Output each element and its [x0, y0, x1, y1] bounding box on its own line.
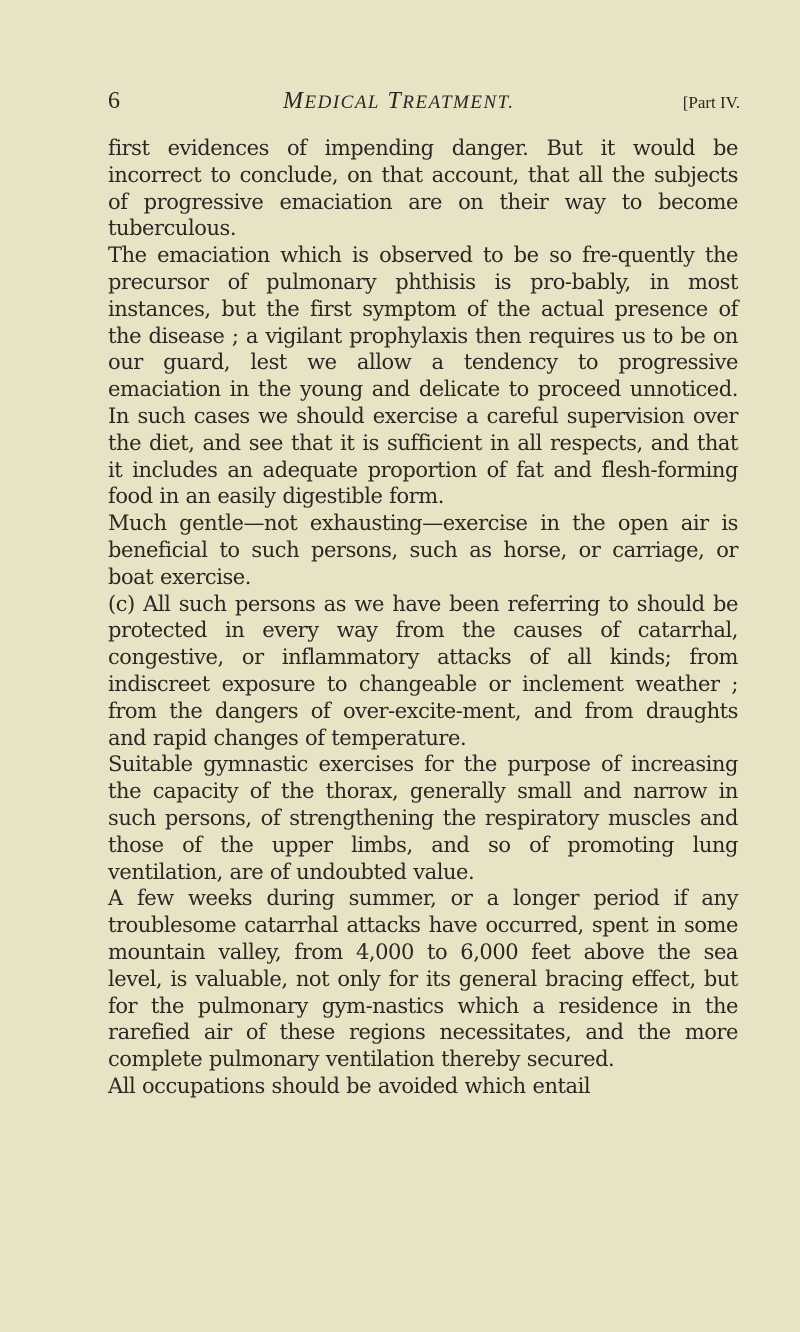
- running-title: [283, 88, 515, 115]
- paragraph: The emaciation which is observed to be so fre-quently the precursor of pulmonary phthisis is pro-bably, in most instances, but the first symptom of the actual presence of the disease ; a vigilant prophylaxis then requires us to be on our guard, lest we allow a tendency to progressive emaciation in the young and delicate to proceed unnoticed. In such cases we should exercise a careful supervision over the diet, and see that it is sufficient in all respects, and that it includes an adequate proportion of fat and flesh-forming food in an easily digestible form.: [108, 243, 738, 509]
- paragraph: Suitable gymnastic exercises for the purpose of increasing the capacity of the thorax, generally small and narrow in such persons, of strengthening the respiratory muscles and those of the upper limbs, and so of promoting lung ventilation, are of undoubted value.: [108, 752, 738, 884]
- running-title-initial-2: T: [387, 88, 403, 114]
- body-text: [108, 135, 738, 1100]
- running-title-initial-1: M: [283, 88, 305, 114]
- paragraph: (c) All such persons as we have been referring to should be protected in every way from the causes of catarrhal, congestive, or inflammatory attacks of all kinds; from indiscreet exposure to changeable or inclement weather ; from the dangers of over-excite-ment, and from draughts and rapid changes of temperature.: [108, 591, 738, 750]
- paragraph: All occupations should be avoided which entail: [108, 1073, 591, 1098]
- part-label: [Part IV.: [682, 93, 740, 112]
- page-number: 6: [108, 88, 120, 114]
- running-title-rest-1: EDICAL: [304, 92, 380, 113]
- paragraph: Much gentle—not exhausting—exercise in the open air is beneficial to such persons, such as horse, or carriage, or boat exercise.: [108, 511, 738, 589]
- running-title-rest-2: REATMENT.: [402, 92, 515, 113]
- paragraph: A few weeks during summer, or a longer period if any troublesome catarrhal attacks have occurred, spent in some mountain valley, from 4,000 to 6,000 feet above the sea level, is valuable, not only for its general bracing effect, but for the pulmonary gym-nastics which a residence in the rarefied air of these regions necessitates, and the more complete pulmonary ventilation thereby secured.: [108, 886, 738, 1072]
- page-header: [108, 88, 740, 118]
- paragraph: first evidences of impending danger. But it would be incorrect to conclude, on that account, that all the subjects of progressive emaciation are on their way to become tuberculous.: [108, 136, 738, 241]
